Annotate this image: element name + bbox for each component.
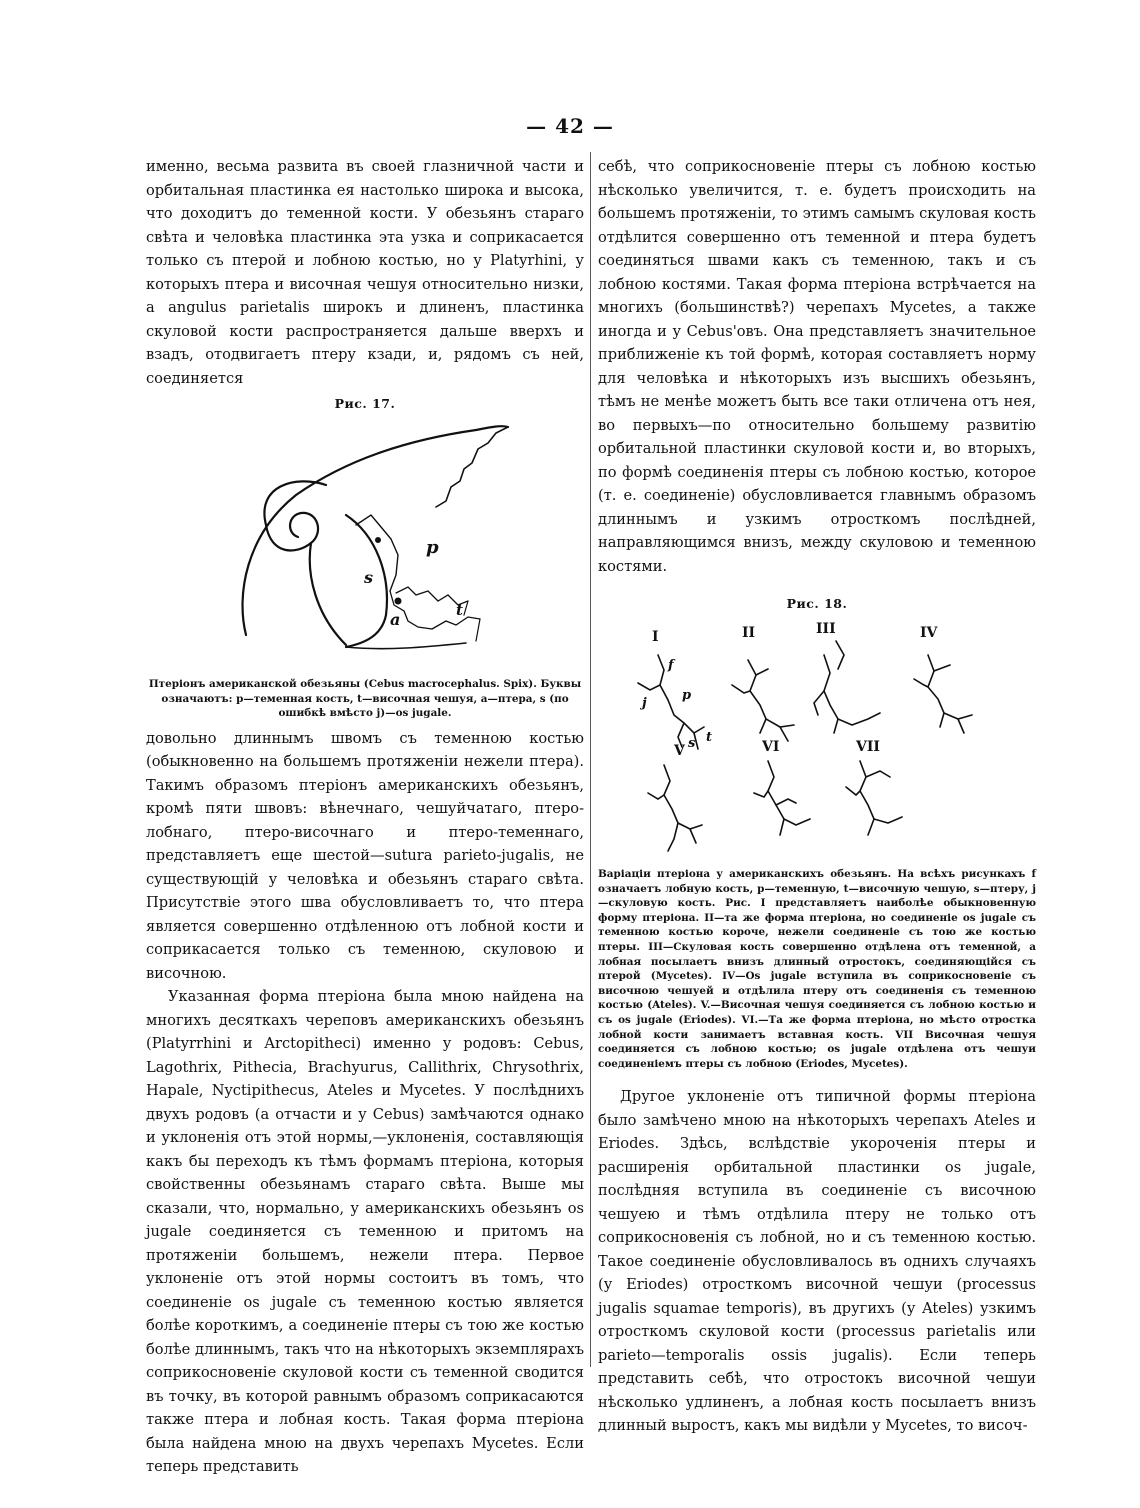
right-paragraph-1: себѣ, что соприкосновеніе птеры съ лобною костью нѣсколько увеличится, т. е. будетъ происходить на большемъ протяженіи, то этимъ самымъ скуловая кость отдѣлится совершенно отъ теменной и птера будетъ соединяться швами какъ съ теменною, такъ и съ лобною костями. Такая форма птеріона встрѣчается на многихъ (большинствѣ?) черепахъ Mycetes, а также иногда и у Cebus'овъ. Она представляетъ значительное приближеніе къ той формѣ, которая составляетъ норму для человѣка и нѣкоторыхъ изъ высшихъ обезьянъ, тѣмъ не менѣе можетъ быть все таки отличена отъ нея, во первыхъ—по относительно большему развитію орбитальной пластинки скуловой кости и, во вторыхъ, по формѣ соединенія птеры съ лобною костью, которое (т. е. соединеніе) обусловливается главнымъ образомъ длиннымъ и узкимъ отросткомъ послѣдней, направляющимся внизъ, между скуловою и теменною костями. (598, 158, 1036, 575)
fig18-numeral: I (652, 629, 659, 645)
fig18-label-t: t (706, 730, 713, 745)
fig18-label-j: j (642, 696, 647, 711)
figure-17-caption: Птеріонъ американской обезьяны (Cebus macrocephalus. Spix). Буквы означаютъ: p—теменная кость, t—височная чешуя, a—птера, s (по ошибкѣ вмѣсто j)—os jugale. (148, 678, 582, 720)
fig17-point (395, 598, 402, 605)
left-paragraph-1: именно, весьма развита въ своей глазничной части и орбитальная пластинка ея настолько широка и высока, что доходитъ до теменной кости. У обезьянъ стараго свѣта и человѣка пластинка эта узка и соприкасается только съ птерой и лобною костью, но у Platyrhini, у которыхъ птера и височная чешуя относительно низки, а angulus parietalis широкъ и длиненъ, пластинка скуловой кости распространяется дальше вверхъ и взадъ, отодвигаетъ птеру кзади, и, рядомъ съ ней, соединяется (146, 158, 584, 387)
fig18-numeral: VII (856, 739, 880, 755)
fig18-label-p: p (682, 688, 692, 703)
figure-18-drawing (598, 615, 1036, 865)
right-column (598, 155, 1036, 1438)
fig17-label-p: p (426, 537, 439, 558)
fig18-numeral: V (674, 743, 685, 759)
fig18-numeral: II (742, 625, 756, 641)
page-number: — 42 — (526, 114, 614, 138)
left-paragraph-2: довольно длиннымъ швомъ съ теменною костью (обыкновенно на большемъ протяженіи нежели птера). Такимъ образомъ птеріонъ американскихъ обезьянъ, кромѣ пяти швовъ: вѣнечнаго, чешуйчатаго, птеро-лобнаго, птеро-височнаго и птеро-теменнаго, представляетъ еще шестой—sutura parieto-jugalis, не существующій у человѣка и обезьянъ стараго свѣта. Присутствіе этого шва обусловливаетъ то, что птера является совершенно отдѣленною отъ лобной кости и соприкасается только съ теменною, скуловою и височною. (146, 729, 584, 982)
fig18-label-s: s (688, 736, 696, 751)
figure-17-title: Рис. 17. (334, 396, 396, 411)
left-column (146, 155, 584, 1479)
fig17-label-t: t (456, 601, 463, 619)
fig18-numeral: III (816, 621, 836, 637)
figure-18-caption: Варіаціи птеріона у американскихъ обезьянъ. На всѣхъ рисункахъ f означаетъ лобную кость, p—теменную, t—височную чешую, s—птеру, j—скуловую кость. Рис. I представляетъ наиболѣе обыкновенную форму птеріона. II—та же форма птеріона, но соединеніе os jugale съ теменною костью короче, нежели соединеніе съ тою же костью птеры. III—Скуловая кость совершенно отдѣлена отъ теменной, а лобная посылаетъ внизъ длинный отростокъ, соединяющійся съ птерой (Mycetes). IV—Os jugale вступила въ соприкосновеніе съ височною чешуей и отдѣлила птеру отъ соединенія съ теменною костью (Ateles). V.—Височная чешуя соединяется съ лобною костью и съ os jugale (Eriodes). VI.—Та же форма птеріона, но мѣсто отростка лобной кости занимаетъ вставная кость. VII Височная чешуя соединяется съ лобною костью; os jugale отдѣлена отъ чешуи соединеніемъ птеры съ лобною (Eriodes, Mycetes). (598, 868, 1036, 1070)
right-paragraph-2: Другое уклоненіе отъ типичной формы птеріона было замѣчено мною на нѣкоторыхъ черепахъ Ateles и Eriodes. Здѣсь, вслѣдствіе укороченія птеры и расширенія орбитальной пластинки os jugale, послѣдняя вступила въ соединеніе съ височною чешуею и тѣмъ отдѣлила птеру не только отъ соприкосновенія съ лобной, но и съ теменною костью. Такое соединеніе обусловливалось въ однихъ случаяхъ (у Eriodes) отросткомъ височной чешуи (processus jugalis squamae temporis), въ другихъ (у Ateles) узкимъ отросткомъ скуловой кости (processus parietalis или parieto—temporalis ossis jugalis). Если теперь представить себѣ, что отростокъ височной чешуи нѣсколько удлиненъ, а лобная кость посылаетъ внизъ длинный выростъ, какъ мы видѣли у Mycetes, то височ- (598, 1088, 1036, 1435)
figure-17 (146, 415, 584, 675)
figure-18 (598, 615, 1036, 865)
fig18-numeral: IV (920, 625, 938, 641)
fig17-point (375, 537, 381, 543)
fig17-label-s: s (364, 568, 374, 587)
fig17-label-a: a (390, 610, 401, 629)
figure-17-drawing (146, 415, 584, 675)
left-paragraph-3: Указанная форма птеріона была мною найдена на многихъ десяткахъ череповъ американскихъ обезьянъ (Platyrrhini и Arctopitheci) именно у родовъ: Cebus, Lagothrix, Pithecia, Brachyurus, Callithrix, Chrysothrix, Hapale, Nyctipithecus, Ateles и Mycetes. У послѣднихъ двухъ родовъ (а отчасти и у Cebus) замѣчаются однако и уклоненія отъ этой нормы,—уклоненія, составляющія какъ бы переходъ къ тѣмъ формамъ птеріона, которыя свойственны обезьянамъ стараго свѣта. Выше мы сказали, что, нормально, у американскихъ обезьянъ os jugale соединяется съ теменною и притомъ на протяженіи большемъ, нежели птера. Первое уклоненіе отъ этой нормы состоитъ въ томъ, что соединеніе os jugale съ теменною костью является болѣе короткимъ, а соединеніе птеры съ тою же костью болѣе длиннымъ, такъ что на нѣкоторыхъ экземплярахъ соприкосновеніе скуловой кости съ теменной сводится въ точку, въ которой равнымъ образомъ соприкасаются также птера и лобная кость. Такая форма птеріона была найдена мною на двухъ черепахъ Mycetes. Если теперь представить (146, 988, 584, 1476)
fig18-numeral: VI (762, 739, 780, 755)
column-divider (590, 152, 591, 1367)
fig18-label-f: f (668, 658, 674, 673)
figure-18-title: Рис. 18. (786, 596, 848, 611)
